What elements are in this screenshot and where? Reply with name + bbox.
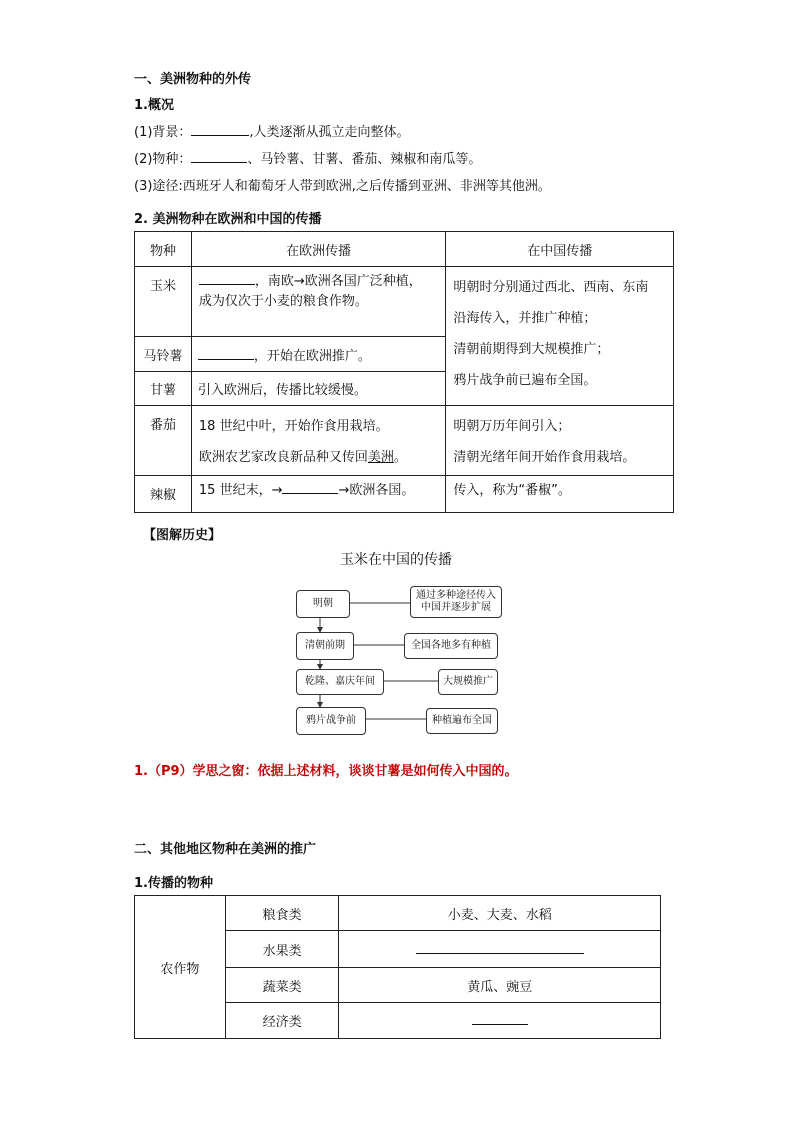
species-cell: 番茄 xyxy=(135,406,192,476)
europe-text-underlined: 美洲 xyxy=(367,450,394,465)
fill-in-blank[interactable] xyxy=(472,1012,528,1025)
table-header: 物种 xyxy=(135,232,192,267)
table-row xyxy=(135,267,674,337)
fill-in-blank[interactable] xyxy=(198,347,254,360)
overview-item-background xyxy=(134,121,410,140)
category-cell: 蔬菜类 xyxy=(225,968,339,1003)
europe-cell xyxy=(191,267,446,337)
europe-cell xyxy=(191,406,446,476)
europe-cell xyxy=(191,476,446,513)
china-cell xyxy=(446,476,674,513)
fill-in-blank[interactable] xyxy=(282,481,338,494)
fill-in-blank[interactable] xyxy=(191,123,249,136)
europe-text: ，开始在欧洲推广。 xyxy=(253,348,371,364)
overview-item-label: (2)物种： xyxy=(134,152,192,167)
table-header: 在中国传播 xyxy=(446,232,674,267)
china-text: 传入，称为“番椒”。 xyxy=(453,483,571,498)
value-cell[interactable] xyxy=(339,1003,661,1039)
table-row xyxy=(135,896,661,931)
flow-result-large-scale: 大规模推广 xyxy=(438,669,498,695)
table-header: 在欧洲传播 xyxy=(191,232,446,267)
question-text: 1.（P9）学思之窗：依据上述材料，谈谈甘薯是如何传入中国的。 xyxy=(134,764,518,779)
table-row xyxy=(135,406,674,476)
flow-result-introduced: 通过多种途径传入中国并逐步扩展 xyxy=(410,586,502,618)
china-text: 鸦片战争前已遍布全国。 xyxy=(453,373,597,388)
europe-text: 18 世纪中叶，开始作食用栽培。 xyxy=(198,419,389,434)
europe-text: ，南欧→欧洲各国广泛种植， xyxy=(254,274,422,289)
china-text: 明朝时分别通过西北、西南、东南 xyxy=(453,280,649,295)
fill-in-blank[interactable] xyxy=(199,272,255,285)
section2-subheading: 1.传播的物种 xyxy=(134,876,213,891)
europe-text: 。 xyxy=(393,450,407,465)
species-cell: 甘薯 xyxy=(135,372,192,406)
section1-title: 一、美洲物种的外传 xyxy=(134,72,252,87)
spread-heading: 2. 美洲物种在欧洲和中国的传播 xyxy=(134,212,322,227)
diagram-title: 玉米在中国的传播 xyxy=(340,552,452,568)
value-cell: 小麦、大麦、水稻 xyxy=(339,896,661,931)
table-row xyxy=(135,476,674,513)
flow-node-ming: 明朝 xyxy=(296,590,350,618)
fill-in-blank[interactable] xyxy=(191,150,247,163)
species-cell: 辣椒 xyxy=(135,476,192,513)
europe-text: 欧洲农艺家改良新品种又传回 xyxy=(198,450,368,465)
overview-item-label: (3)途径:西班牙人和葡萄牙人带到欧洲,之后传播到亚洲、非洲等其他洲。 xyxy=(134,179,551,194)
value-cell[interactable] xyxy=(339,931,661,968)
europe-cell xyxy=(191,337,446,372)
flow-node-early-qing: 清朝前期 xyxy=(296,632,354,660)
flow-result-nationwide: 种植遍布全国 xyxy=(426,708,498,734)
europe-text: 成为仅次于小麦的粮食作物。 xyxy=(198,294,368,309)
category-cell: 水果类 xyxy=(225,931,339,968)
europe-cell: 引入欧洲后，传播比较缓慢。 xyxy=(191,372,446,406)
china-shared-cell xyxy=(446,267,674,406)
group-cell: 农作物 xyxy=(135,896,226,1039)
china-text: 清朝光绪年间开始作食用栽培。 xyxy=(453,450,636,465)
overview-heading: 1.概况 xyxy=(134,98,174,113)
flow-node-before-opium-war: 鸦片战争前 xyxy=(296,707,366,735)
species-cell: 玉米 xyxy=(135,267,192,337)
china-cell xyxy=(446,406,674,476)
flow-result-widely-planted: 全国各地多有种植 xyxy=(404,633,498,659)
europe-text: →欧洲各国。 xyxy=(338,483,415,498)
overview-item-species xyxy=(134,148,481,167)
crops-table xyxy=(134,895,661,1039)
spread-table xyxy=(134,231,674,513)
overview-item-route xyxy=(134,175,551,194)
overview-item-label: (1)背景： xyxy=(134,125,192,140)
species-cell: 马铃薯 xyxy=(135,337,192,372)
overview-item-suffix: ,人类逐渐从孤立走向整体。 xyxy=(249,125,410,140)
value-cell: 黄瓜、豌豆 xyxy=(339,968,661,1003)
category-cell: 粮食类 xyxy=(225,896,339,931)
china-text: 清朝前期得到大规模推广； xyxy=(453,342,610,357)
china-text: 明朝万历年间引入； xyxy=(453,419,571,434)
category-cell: 经济类 xyxy=(225,1003,339,1039)
diagram-label: 【图解历史】 xyxy=(143,528,222,543)
section2-title: 二、其他地区物种在美洲的推广 xyxy=(134,842,317,857)
fill-in-blank[interactable] xyxy=(416,941,584,954)
china-text: 沿海传入，并推广种植； xyxy=(453,311,597,326)
overview-item-suffix: 、马铃薯、甘薯、番茄、辣椒和南瓜等。 xyxy=(247,152,482,167)
europe-text: 15 世纪末，→ xyxy=(198,483,283,498)
flow-node-qianlong-jiaqing: 乾隆、嘉庆年间 xyxy=(296,669,384,695)
